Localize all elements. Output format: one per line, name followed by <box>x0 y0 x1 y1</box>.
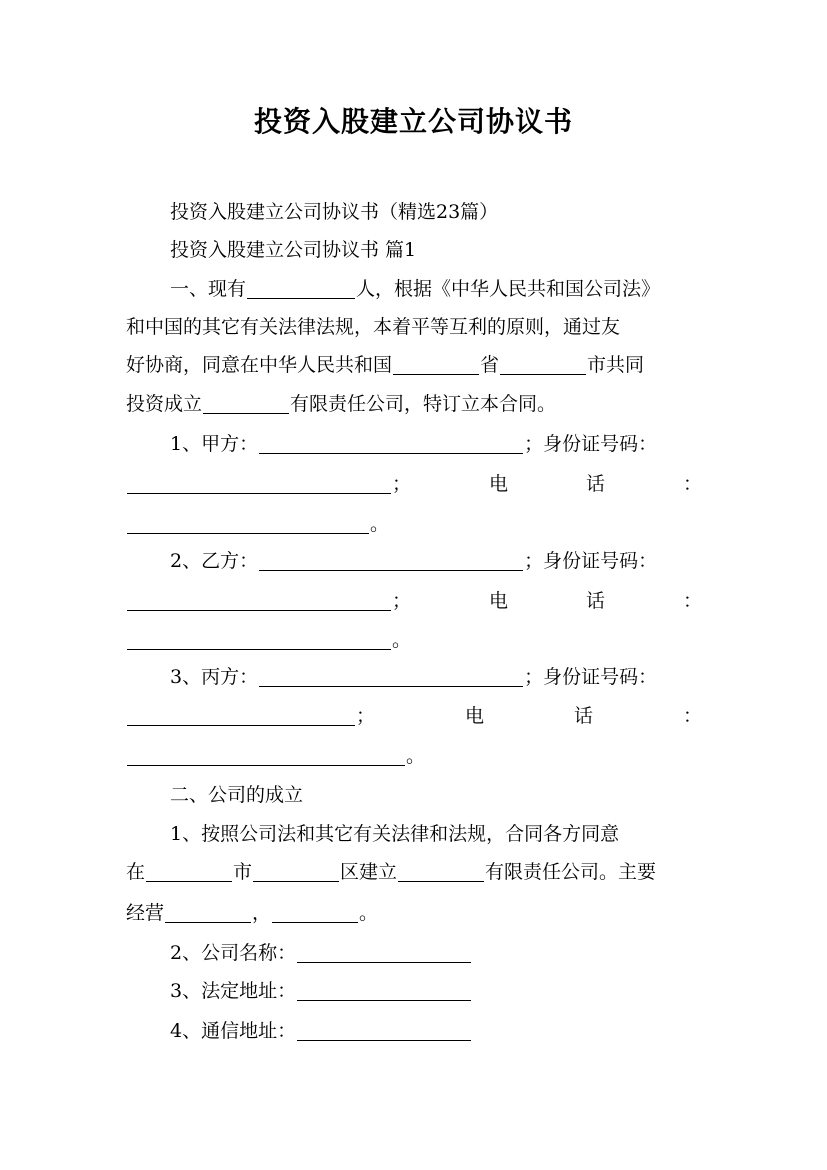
subtitle: 投资入股建立公司协议书（精选23篇） <box>170 201 499 223</box>
party-3-line-1: 3、丙方： ；身份证号码： <box>170 666 658 688</box>
blank-field[interactable] <box>297 940 471 963</box>
blank-field[interactable] <box>272 900 358 923</box>
blank-field[interactable] <box>203 391 289 414</box>
party-1-line-1: 1、甲方： ；身份证号码： <box>170 433 658 455</box>
party-1-line-3: 。 <box>126 505 702 543</box>
blank-field[interactable] <box>127 627 391 650</box>
paragraph-1-line-1: 一、现有 人，根据《中华人民共和国公司法》 <box>170 278 661 300</box>
blank-field[interactable] <box>127 743 405 766</box>
blank-field[interactable] <box>259 548 523 571</box>
blank-field[interactable] <box>259 664 523 687</box>
blank-field[interactable] <box>297 1018 471 1041</box>
party-3-line-2: ； 电 话 ： <box>126 697 702 735</box>
company-name-line: 2、公司名称： <box>170 934 702 972</box>
blank-field[interactable] <box>247 276 355 299</box>
section-2-clause-1-line-2: 在 市 区建立 有限责任公司。主要 <box>126 861 657 883</box>
paragraph-1-line-2: 和中国的其它有关法律法规，本着平等互利的原则，通过友 <box>126 316 621 338</box>
blank-field[interactable] <box>127 588 391 611</box>
blank-field[interactable] <box>146 859 232 882</box>
document-title: 投资入股建立公司协议书 <box>253 105 573 138</box>
blank-field[interactable] <box>127 703 355 726</box>
blank-field[interactable] <box>127 511 369 534</box>
blank-field[interactable] <box>165 900 251 923</box>
party-3-line-3: 。 <box>126 737 702 775</box>
legal-address-line: 3、法定地址： <box>170 972 702 1010</box>
party-2-line-3: 。 <box>126 621 702 659</box>
paragraph-1-line-4: 投资成立 有限责任公司，特订立本合同。 <box>126 393 557 415</box>
party-2-line-2: ； 电 话 ： <box>126 582 702 620</box>
party-1-line-2: ； 电 话 ： <box>126 465 702 503</box>
section-2-clause-1-line-1: 1、按照公司法和其它有关法律和法规，合同各方同意 <box>170 823 620 845</box>
paragraph-1-line-3: 好协商，同意在中华人民共和国 省 市共同 <box>126 354 645 376</box>
blank-field[interactable] <box>253 859 339 882</box>
blank-field[interactable] <box>393 352 479 375</box>
section-title: 投资入股建立公司协议书 篇1 <box>170 239 417 261</box>
blank-field[interactable] <box>259 431 523 454</box>
blank-field[interactable] <box>398 859 484 882</box>
blank-field[interactable] <box>127 471 391 494</box>
mailing-address-line: 4、通信地址： <box>170 1012 702 1050</box>
section-2-heading: 二、公司的成立 <box>170 784 304 806</box>
blank-field[interactable] <box>297 978 471 1001</box>
blank-field[interactable] <box>500 352 586 375</box>
section-2-clause-1-line-3: 经营 ， 。 <box>126 902 379 924</box>
party-2-line-1: 2、乙方： ；身份证号码： <box>170 550 658 572</box>
